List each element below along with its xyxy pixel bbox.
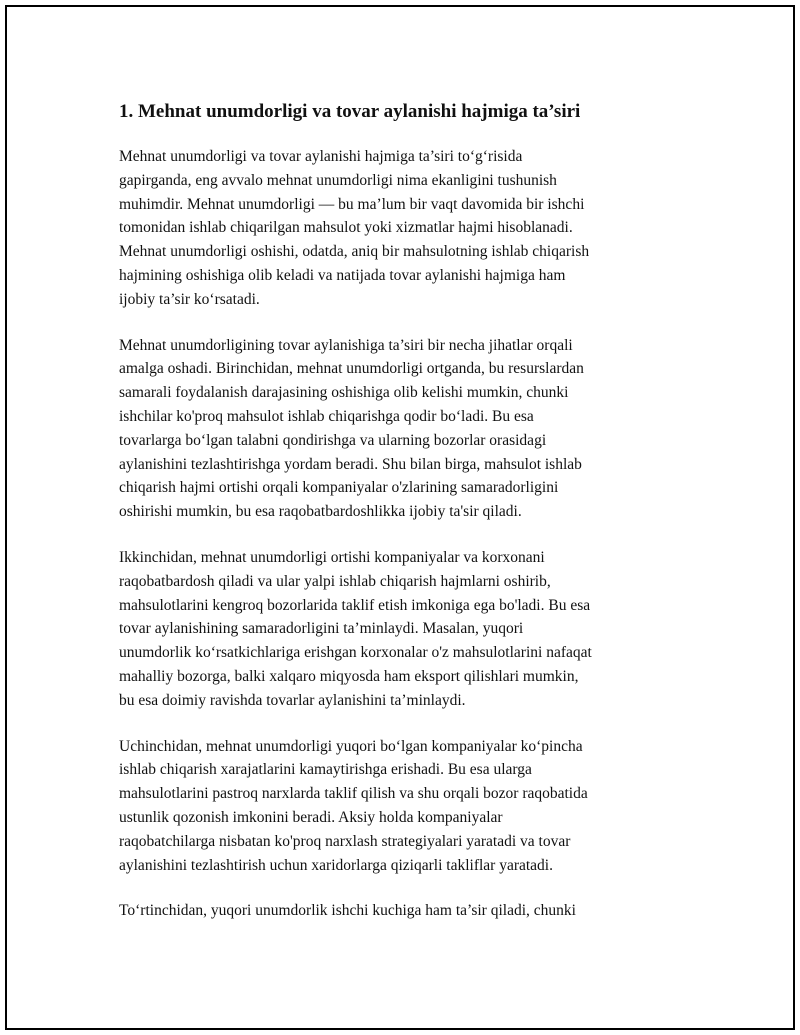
- text-line: bu esa doimiy ravishda tovarlar aylanishini ta’minlaydi.: [119, 691, 466, 709]
- text-line: mahsulotlarini kengroq bozorlarida taklif etish imkoniga ega bo'ladi. Bu esa: [119, 596, 591, 614]
- paragraph-5: [119, 899, 684, 923]
- paragraph-3: [119, 546, 684, 713]
- document-body: [119, 99, 684, 945]
- text-line: tovar aylanishining samaradorligini ta’minlaydi. Masalan, yuqori: [119, 620, 524, 638]
- paragraph-2: [119, 334, 684, 524]
- text-line: amalga oshadi. Birinchidan, mehnat unumdorligi ortganda, bu resurslardan: [119, 360, 584, 378]
- text-line: mahsulotlarini pastroq narxlarda taklif qilish va shu orqali bozor raqobatida: [119, 785, 588, 803]
- text-line: ijobiy ta’sir ko‘rsatadi.: [119, 290, 260, 308]
- text-line: muhimdir. Mehnat unumdorligi — bu ma’lum bir vaqt davomida bir ishchi: [119, 195, 585, 213]
- text-line: aylanishini tezlashtirishga yordam beradi. Shu bilan birga, mahsulot ishlab: [119, 455, 582, 473]
- paragraph-1: [119, 145, 684, 312]
- text-line: samarali foydalanish darajasining oshishiga olib kelishi mumkin, chunki: [119, 384, 569, 402]
- text-line: Mehnat unumdorligi oshishi, odatda, aniq bir mahsulotning ishlab chiqarish: [119, 243, 590, 261]
- text-line: ishchilar ko'proq mahsulot ishlab chiqarishga qodir bo‘ladi. Bu esa: [119, 407, 534, 425]
- text-line: raqobatchilarga nisbatan ko'proq narxlash strategiyalari yaratadi va tovar: [119, 832, 571, 850]
- text-line: Mehnat unumdorligining tovar aylanishiga ta’siri bir necha jihatlar orqali: [119, 336, 573, 354]
- text-line: tovarlarga bo‘lgan talabni qondirishga va ularning bozorlar orasidagi: [119, 431, 547, 449]
- text-line: Mehnat unumdorligi va tovar aylanishi hajmiga ta’siri to‘g‘risida: [119, 148, 523, 165]
- text-line: chiqarish hajmi ortishi orqali kompaniyalar o'zlarining samaradorligini: [119, 479, 559, 497]
- text-line: ishlab chiqarish xarajatlarini kamaytirishga erishadi. Bu esa ularga: [119, 761, 532, 779]
- text-line: mahalliy bozorga, balki xalqaro miqyosda ham eksport qilishlari mumkin,: [119, 667, 579, 685]
- paragraph-4: [119, 735, 684, 878]
- text-line: gapirganda, eng avvalo mehnat unumdorligi nima ekanligini tushunish: [119, 171, 557, 189]
- text-line: Ikkinchidan, mehnat unumdorligi ortishi kompaniyalar va korxonani: [119, 548, 545, 566]
- text-line: oshirishi mumkin, bu esa raqobatbardoshlikka ijobiy ta'sir qiladi.: [119, 503, 522, 521]
- text-line: raqobatbardosh qiladi va ular yalpi ishlab chiqarish hajmlarni oshirib,: [119, 572, 551, 590]
- text-line: tomonidan ishlab chiqarilgan mahsulot yoki xizmatlar hajmi hisoblanadi.: [119, 219, 573, 237]
- text-line: aylanishini tezlashtirish uchun xaridorlarga qiziqarli takliflar yaratadi.: [119, 856, 553, 874]
- text-line: To‘rtinchidan, yuqori unumdorlik ishchi kuchiga ham ta’sir qiladi, chunki: [119, 902, 576, 920]
- section-heading: 1. Mehnat unumdorligi va tovar aylanishi hajmiga ta’siri: [119, 101, 581, 122]
- text-line: Uchinchidan, mehnat unumdorligi yuqori bo‘lgan kompaniyalar ko‘pincha: [119, 737, 583, 755]
- text-line: unumdorlik ko‘rsatkichlariga erishgan korxonalar o'z mahsulotlarini nafaqat: [119, 644, 592, 662]
- text-line: hajmining oshishiga olib keladi va natijada tovar aylanishi hajmiga ham: [119, 266, 566, 284]
- text-line: ustunlik qozonish imkonini beradi. Aksiy holda kompaniyalar: [119, 808, 503, 826]
- page-frame: [5, 5, 795, 1030]
